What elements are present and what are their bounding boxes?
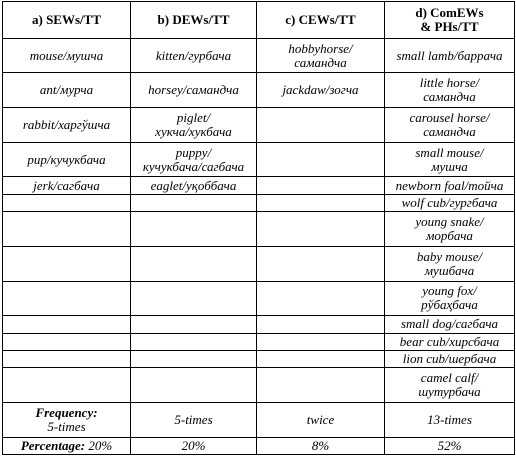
table-row bbox=[3, 142, 515, 177]
cell-c-4 bbox=[257, 177, 385, 194]
cell-text: small mouse/ bbox=[415, 144, 484, 160]
cell-c-7 bbox=[257, 246, 385, 281]
cell-a-6 bbox=[3, 212, 131, 247]
cell-text: wolf cub/гургбача bbox=[401, 194, 498, 210]
cell-text: lion cub/шербача bbox=[402, 351, 497, 367]
cell-text: мушбача bbox=[424, 262, 475, 278]
cell-b-7 bbox=[131, 246, 257, 281]
table-row bbox=[3, 73, 515, 108]
cell-d-3 bbox=[385, 142, 515, 177]
cell-b-5 bbox=[131, 194, 257, 211]
percentage-value-b: 20% bbox=[131, 437, 257, 454]
cell-c-6 bbox=[257, 212, 385, 247]
cell-text: самандча bbox=[294, 54, 347, 70]
cell-a-8 bbox=[3, 281, 131, 316]
cell-text: carousel horse/ bbox=[409, 109, 490, 125]
header-comews bbox=[385, 2, 515, 39]
cell-text: хукча/хукбача bbox=[155, 123, 232, 139]
cell-text: puppy/ bbox=[175, 144, 212, 160]
cell-c-2 bbox=[257, 108, 385, 143]
cell-a-7 bbox=[3, 246, 131, 281]
cell-text: шутурбача bbox=[418, 384, 481, 400]
cell-text: newborn foal/тойча bbox=[395, 177, 504, 193]
cell-a-11 bbox=[3, 350, 131, 367]
cell-b-2 bbox=[131, 108, 257, 143]
cell-a-9 bbox=[3, 316, 131, 333]
cell-d-5 bbox=[385, 194, 515, 211]
percentage-label: Percentage: bbox=[20, 437, 86, 453]
cell-d-1 bbox=[385, 73, 515, 108]
cell-c-5 bbox=[257, 194, 385, 211]
header-sews: a) SEWs/TT bbox=[3, 2, 131, 39]
cell-b-1 bbox=[131, 73, 257, 108]
cell-a-12 bbox=[3, 368, 131, 403]
ew-frequency-table bbox=[2, 1, 515, 455]
cell-b-3 bbox=[131, 142, 257, 177]
header-cews: c) CEWs/TT bbox=[257, 2, 385, 39]
cell-text: small lamb/баррача bbox=[396, 47, 503, 63]
table-row bbox=[3, 38, 515, 73]
cell-text: кучукбача/сагбача bbox=[142, 158, 245, 174]
cell-c-0 bbox=[257, 38, 385, 73]
cell-d-4 bbox=[385, 177, 515, 194]
frequency-cell-a bbox=[3, 402, 131, 437]
cell-d-12 bbox=[385, 368, 515, 403]
cell-c-9 bbox=[257, 316, 385, 333]
cell-text: рўбаҳбача bbox=[421, 297, 478, 313]
header-comews-line2: & PHs/TT bbox=[420, 18, 479, 34]
cell-text: самандча bbox=[423, 123, 476, 139]
table-row bbox=[3, 333, 515, 350]
cell-d-8 bbox=[385, 281, 515, 316]
cell-text: horsey/самандча bbox=[148, 82, 239, 98]
cell-text: морбача bbox=[426, 228, 473, 243]
percentage-row bbox=[3, 437, 515, 454]
cell-c-1 bbox=[257, 73, 385, 108]
table-row bbox=[3, 316, 515, 333]
cell-d-2 bbox=[385, 108, 515, 143]
header-comews-line1: d) ComEWs bbox=[415, 4, 484, 20]
cell-a-0: mouse/мушча bbox=[3, 38, 131, 73]
frequency-label: Frequency: bbox=[35, 404, 98, 420]
table-row bbox=[3, 108, 515, 143]
cell-text: kitten/гурбача bbox=[155, 47, 232, 63]
cell-text: мушча bbox=[431, 158, 468, 174]
cell-d-7 bbox=[385, 246, 515, 281]
cell-b-9 bbox=[131, 316, 257, 333]
cell-d-10 bbox=[385, 333, 515, 350]
cell-d-6 bbox=[385, 212, 515, 247]
cell-text: hobbyhorse/ bbox=[288, 40, 353, 56]
cell-text: young snake/ bbox=[415, 214, 484, 229]
frequency-value-a: 5-times bbox=[47, 418, 86, 434]
percentage-cell-a bbox=[3, 437, 131, 454]
cell-b-6 bbox=[131, 212, 257, 247]
cell-a-3: pup/кучукбача bbox=[3, 142, 131, 177]
cell-b-0 bbox=[131, 38, 257, 73]
cell-a-5 bbox=[3, 194, 131, 211]
cell-a-2: rabbit/харгўшча bbox=[3, 108, 131, 143]
table-row bbox=[3, 246, 515, 281]
table-row bbox=[3, 281, 515, 316]
cell-d-9 bbox=[385, 316, 515, 333]
percentage-value-a: 20% bbox=[88, 437, 113, 453]
frequency-row bbox=[3, 402, 515, 437]
percentage-value-c: 8% bbox=[257, 437, 385, 454]
cell-text: young fox/ bbox=[422, 283, 477, 299]
cell-b-11 bbox=[131, 350, 257, 367]
cell-text: самандча bbox=[423, 89, 476, 105]
cell-text: small dog/сагбача bbox=[400, 316, 499, 332]
cell-text: bear cub/хирсбача bbox=[399, 333, 500, 349]
cell-text: baby mouse/ bbox=[416, 248, 483, 264]
cell-b-4 bbox=[131, 177, 257, 194]
cell-text: jackdaw/зогча bbox=[282, 82, 359, 98]
cell-b-12 bbox=[131, 368, 257, 403]
cell-a-10 bbox=[3, 333, 131, 350]
cell-c-10 bbox=[257, 333, 385, 350]
cell-c-11 bbox=[257, 350, 385, 367]
cell-a-1: ant/мурча bbox=[3, 73, 131, 108]
cell-a-4: jerk/сагбача bbox=[3, 177, 131, 194]
table-row bbox=[3, 350, 515, 367]
frequency-value-d: 13-times bbox=[385, 402, 515, 437]
cell-b-10 bbox=[131, 333, 257, 350]
cell-text: piglet/ bbox=[176, 109, 211, 125]
cell-c-8 bbox=[257, 281, 385, 316]
cell-d-11 bbox=[385, 350, 515, 367]
table-row bbox=[3, 368, 515, 403]
cell-b-8 bbox=[131, 281, 257, 316]
percentage-value-d: 52% bbox=[385, 437, 515, 454]
table-row bbox=[3, 194, 515, 211]
frequency-value-b: 5-times bbox=[131, 402, 257, 437]
header-dews: b) DEWs/TT bbox=[131, 2, 257, 39]
cell-c-12 bbox=[257, 368, 385, 403]
cell-text: camel calf/ bbox=[420, 370, 479, 386]
table-row bbox=[3, 212, 515, 247]
cell-text: little horse/ bbox=[419, 75, 480, 91]
table-row bbox=[3, 177, 515, 194]
cell-c-3 bbox=[257, 142, 385, 177]
cell-d-0 bbox=[385, 38, 515, 73]
cell-text: eaglet/уқоббача bbox=[150, 177, 237, 193]
frequency-value-c: twice bbox=[257, 402, 385, 437]
header-row bbox=[3, 2, 515, 39]
